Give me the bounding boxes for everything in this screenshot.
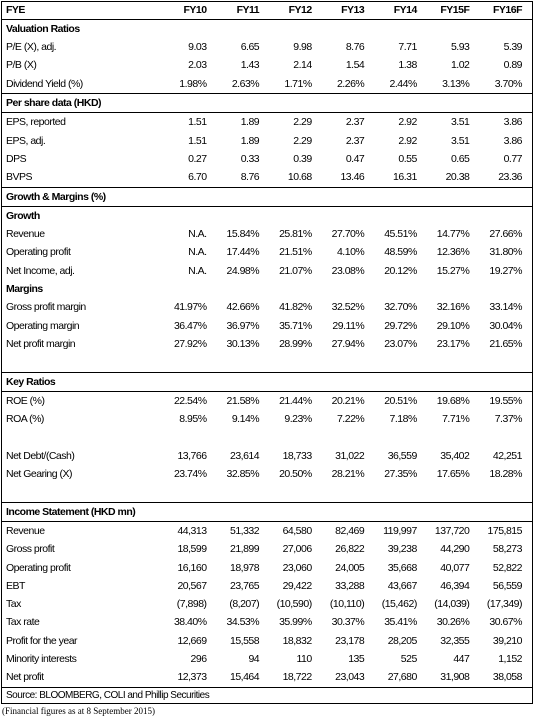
value-cell: 2.29 [293, 116, 312, 129]
table-row [2, 522, 532, 541]
value-cell: 7.37% [494, 413, 522, 426]
value-cell: 24,005 [335, 561, 365, 574]
value-cell: 15.84% [226, 228, 260, 241]
table-row [2, 75, 532, 94]
table-row [2, 113, 532, 132]
value-cell: 64,580 [282, 524, 312, 537]
table-row [2, 650, 532, 668]
value-cell: 2.29 [293, 134, 312, 147]
value-cell: (14,039) [434, 598, 470, 611]
value-cell: 28.21% [331, 468, 365, 481]
value-cell: 2.92 [398, 134, 417, 147]
value-cell: 23.36 [498, 171, 522, 184]
value-cell: 31.80% [489, 246, 522, 259]
value-cell: 32.85% [226, 468, 260, 481]
value-cell: 16,160 [177, 561, 207, 574]
value-cell: 18,978 [230, 561, 260, 574]
section-title-row [2, 20, 532, 39]
value-cell: 0.89 [503, 59, 522, 72]
row-label: Profit for the year [6, 634, 78, 647]
row-label: DPS [6, 152, 27, 165]
value-cell: 38.40% [173, 616, 207, 629]
value-cell: 27.66% [489, 228, 522, 241]
value-cell: 135 [348, 652, 365, 665]
value-cell: 31,022 [335, 449, 365, 462]
value-cell: 21.51% [279, 246, 312, 259]
row-label: Net Gearing (X) [6, 468, 73, 481]
table-row [2, 595, 532, 613]
table-row [2, 668, 532, 687]
value-cell: 0.65 [450, 152, 470, 165]
value-cell: 12,373 [177, 671, 207, 684]
value-cell: 29.11% [332, 319, 365, 332]
value-cell: 39,238 [387, 543, 417, 556]
footnote: (Financial figures as at 8 September 2015) [2, 706, 155, 716]
year-header: FY12 [269, 2, 322, 20]
value-cell: 34.53% [226, 616, 260, 629]
value-cell: 0.55 [398, 152, 417, 165]
value-cell: 1,152 [498, 652, 522, 665]
row-label: P/B (X) [6, 59, 37, 72]
value-cell: 23,178 [335, 634, 365, 647]
value-cell: 27.94% [331, 337, 365, 350]
subsection-row [2, 206, 532, 225]
value-cell: 23,765 [230, 579, 260, 592]
spacer-cell [2, 429, 532, 447]
table-row [2, 335, 532, 353]
spacer-cell [2, 353, 532, 372]
row-label: Operating margin [6, 319, 80, 332]
value-cell: 1.02 [450, 59, 470, 72]
value-cell: 14.77% [436, 228, 470, 241]
value-cell: 21,899 [230, 543, 260, 556]
header-label: FYE [2, 2, 164, 20]
value-cell: 20,567 [177, 579, 207, 592]
year-header: FY10 [164, 2, 217, 20]
value-cell: (17,349) [486, 598, 522, 611]
value-cell: 17.44% [226, 246, 260, 259]
value-cell: 30.37% [331, 616, 365, 629]
value-cell: 29.72% [384, 319, 417, 332]
row-label: Gross profit [6, 543, 55, 556]
value-cell: 7.22% [336, 413, 365, 426]
value-cell: 82,469 [335, 524, 365, 537]
value-cell: 22.54% [173, 394, 207, 407]
value-cell: 2.44% [389, 77, 417, 90]
value-cell: 30.04% [489, 319, 522, 332]
table-row [2, 132, 532, 150]
value-cell: 33.14% [489, 301, 522, 314]
value-cell: 42,251 [492, 449, 522, 462]
value-cell: 41.97% [173, 301, 207, 314]
row-label: Dividend Yield (%) [6, 77, 83, 90]
value-cell: 6.70 [188, 171, 207, 184]
subsection-row [2, 280, 532, 298]
data-table [2, 2, 532, 705]
year-header: FY11 [217, 2, 270, 20]
value-cell: 30.26% [436, 616, 470, 629]
value-cell: 7.71% [442, 413, 470, 426]
subsection-title: Margins [6, 283, 43, 296]
value-cell: 35,668 [387, 561, 417, 574]
row-label: Tax [6, 598, 21, 611]
value-cell: 9.03 [188, 41, 207, 54]
value-cell: 0.77 [503, 152, 522, 165]
value-cell: 9.23% [284, 413, 312, 426]
value-cell: 20.50% [279, 468, 312, 481]
value-cell: 8.76 [345, 41, 365, 54]
table-row [2, 410, 532, 428]
section-title: Growth & Margins (%) [2, 187, 532, 206]
spacer-row [2, 429, 532, 447]
row-label: BVPS [6, 171, 33, 184]
source-row [2, 687, 532, 705]
value-cell: 17.65% [436, 468, 470, 481]
value-cell: 32.16% [436, 301, 470, 314]
value-cell: 3.51 [450, 116, 470, 129]
value-cell: (15,462) [381, 598, 417, 611]
value-cell: 44,313 [177, 524, 207, 537]
header-row [2, 2, 532, 20]
value-cell: 25.81% [279, 228, 312, 241]
value-cell: 20.12% [384, 264, 417, 277]
section-title: Key Ratios [2, 372, 532, 391]
value-cell: 30.67% [489, 616, 522, 629]
value-cell: (10,590) [276, 598, 312, 611]
row-label: Net profit [6, 671, 44, 684]
value-cell: 23.17% [436, 337, 470, 350]
value-cell: 447 [453, 652, 470, 665]
value-cell: 1.54 [345, 59, 365, 72]
value-cell: 1.38 [398, 59, 417, 72]
value-cell: 0.47 [345, 152, 365, 165]
value-cell: 12,669 [177, 634, 207, 647]
value-cell: 7.18% [389, 413, 417, 426]
value-cell: 3.86 [503, 134, 522, 147]
value-cell: 21.07% [279, 264, 312, 277]
value-cell: 39,210 [492, 634, 522, 647]
value-cell: 3.13% [442, 77, 470, 90]
value-cell: 27,006 [282, 543, 312, 556]
value-cell: 23.08% [331, 264, 365, 277]
value-cell: 9.98 [293, 41, 312, 54]
row-label: P/E (X), adj. [6, 41, 57, 54]
value-cell: 56,559 [492, 579, 522, 592]
value-cell: 38,058 [492, 671, 522, 684]
table-row [2, 317, 532, 335]
value-cell: 6.65 [240, 41, 260, 54]
value-cell: 119,997 [383, 524, 417, 537]
value-cell: 2.63% [231, 77, 260, 90]
table-row [2, 614, 532, 632]
value-cell: 5.93 [450, 41, 470, 54]
value-cell: 45.51% [384, 228, 417, 241]
row-label: Operating profit [6, 246, 71, 259]
table-row [2, 244, 532, 262]
value-cell: 21.65% [489, 337, 522, 350]
row-label: EPS, adj. [6, 134, 46, 147]
value-cell: 8.95% [179, 413, 207, 426]
value-cell: 48.59% [384, 246, 417, 259]
value-cell: 8.76 [240, 171, 260, 184]
value-cell: 15,464 [230, 671, 260, 684]
value-cell: 27.35% [384, 468, 417, 481]
value-cell: 2.92 [398, 116, 417, 129]
row-label: EPS, reported [6, 116, 66, 129]
table-row [2, 168, 532, 187]
financial-summary-table [1, 1, 533, 704]
value-cell: N.A. [188, 228, 207, 241]
value-cell: 2.14 [293, 59, 312, 72]
value-cell: 13,766 [177, 449, 207, 462]
value-cell: 18,832 [282, 634, 312, 647]
value-cell: 296 [190, 652, 207, 665]
value-cell: 16.31 [393, 171, 417, 184]
value-cell: 1.89 [240, 116, 260, 129]
value-cell: 23,060 [282, 561, 312, 574]
value-cell: 18.28% [489, 468, 522, 481]
value-cell: 0.33 [240, 152, 260, 165]
value-cell: 1.51 [188, 116, 207, 129]
value-cell: 13.46 [340, 171, 365, 184]
value-cell: 1.43 [240, 59, 260, 72]
row-label: Net profit margin [6, 337, 76, 350]
table-row [2, 391, 532, 410]
value-cell: 12.36% [436, 246, 470, 259]
value-cell: 46,394 [440, 579, 470, 592]
value-cell: 525 [400, 652, 417, 665]
value-cell: 35.41% [384, 616, 417, 629]
value-cell: 19.55% [489, 394, 522, 407]
table-row [2, 632, 532, 650]
row-label: Net Income, adj. [6, 264, 75, 277]
table-row [2, 38, 532, 56]
table-row [2, 262, 532, 280]
table-row [2, 225, 532, 243]
value-cell: 36.47% [173, 319, 207, 332]
value-cell: 23,614 [230, 449, 260, 462]
value-cell: 3.70% [494, 77, 522, 90]
value-cell: 21.58% [226, 394, 260, 407]
value-cell: 24.98% [226, 264, 260, 277]
value-cell: 30.13% [226, 337, 260, 350]
value-cell: 35.99% [279, 616, 312, 629]
value-cell: 18,599 [177, 543, 207, 556]
value-cell: N.A. [188, 246, 207, 259]
value-cell: 19.68% [436, 394, 470, 407]
value-cell: (7,898) [176, 598, 207, 611]
value-cell: 9.14% [231, 413, 260, 426]
value-cell: 23.07% [384, 337, 417, 350]
value-cell: 32,355 [440, 634, 470, 647]
value-cell: 36.97% [226, 319, 260, 332]
section-title-row [2, 502, 532, 521]
value-cell: 20.21% [331, 394, 365, 407]
value-cell: 1.98% [179, 77, 207, 90]
table-row [2, 577, 532, 595]
value-cell: 51,332 [230, 524, 260, 537]
value-cell: 19.27% [489, 264, 522, 277]
value-cell: (8,207) [229, 598, 260, 611]
row-label: Revenue [6, 524, 45, 537]
value-cell: 0.27 [188, 152, 207, 165]
value-cell: 36,559 [387, 449, 417, 462]
value-cell: 10.68 [287, 171, 312, 184]
value-cell: 3.86 [503, 116, 522, 129]
value-cell: 27.70% [331, 228, 365, 241]
value-cell: 23,043 [335, 671, 365, 684]
value-cell: 26,822 [335, 543, 365, 556]
value-cell: 1.89 [240, 134, 260, 147]
value-cell: 7.71 [398, 41, 417, 54]
row-label: Tax rate [6, 616, 40, 629]
value-cell: 27,680 [387, 671, 417, 684]
section-title: Income Statement (HKD mn) [2, 502, 532, 521]
value-cell: 35,402 [440, 449, 470, 462]
value-cell: 3.51 [450, 134, 470, 147]
value-cell: 2.37 [345, 116, 365, 129]
row-label: Gross profit margin [6, 301, 86, 314]
spacer-row [2, 483, 532, 502]
table-row [2, 540, 532, 558]
value-cell: 28,205 [387, 634, 417, 647]
value-cell: 2.26% [336, 77, 365, 90]
value-cell: 2.03 [188, 59, 207, 72]
value-cell: 41.82% [279, 301, 312, 314]
value-cell: 27.92% [173, 337, 207, 350]
row-label: ROE (%) [6, 394, 45, 407]
value-cell: 29.10% [436, 319, 470, 332]
value-cell: 58,273 [492, 543, 522, 556]
source-note: Source: BLOOMBERG, COLI and Phillip Securities [2, 687, 532, 705]
section-title-row [2, 372, 532, 391]
section-title-row [2, 187, 532, 206]
row-label: ROA (%) [6, 413, 44, 426]
value-cell: 29,422 [282, 579, 312, 592]
year-header: FY15F [427, 2, 480, 20]
value-cell: 18,722 [282, 671, 312, 684]
value-cell: 175,815 [487, 524, 522, 537]
value-cell: 42.66% [226, 301, 260, 314]
value-cell: 1.71% [284, 77, 312, 90]
row-label: Minority interests [6, 652, 77, 665]
section-title-row [2, 94, 532, 113]
value-cell: 137,720 [434, 524, 470, 537]
year-header: FY16F [479, 2, 532, 20]
value-cell: 35.71% [279, 319, 312, 332]
value-cell: 15,558 [230, 634, 260, 647]
row-label: Revenue [6, 228, 45, 241]
value-cell: 2.37 [345, 134, 365, 147]
value-cell: 32.52% [331, 301, 365, 314]
value-cell: 44,290 [440, 543, 470, 556]
value-cell: 20.38 [445, 171, 470, 184]
year-header: FY13 [322, 2, 375, 20]
row-label: Operating profit [6, 561, 71, 574]
value-cell: 33,288 [335, 579, 365, 592]
spacer-row [2, 353, 532, 372]
subsection-title: Growth [6, 209, 40, 222]
value-cell: 43,667 [387, 579, 417, 592]
value-cell: 32.70% [384, 301, 417, 314]
value-cell: 1.51 [188, 134, 207, 147]
value-cell: 21.44% [279, 394, 312, 407]
table-row [2, 150, 532, 168]
row-label: Net Debt/(Cash) [6, 449, 75, 462]
value-cell: 28.99% [279, 337, 312, 350]
table-row [2, 298, 532, 316]
value-cell: 40,077 [440, 561, 470, 574]
value-cell: 94 [248, 652, 260, 665]
value-cell: 23.74% [173, 468, 207, 481]
year-header: FY14 [374, 2, 427, 20]
value-cell: 0.39 [293, 152, 312, 165]
value-cell: 31,908 [440, 671, 470, 684]
value-cell: 52,822 [492, 561, 522, 574]
row-label: EBT [6, 579, 25, 592]
table-row [2, 559, 532, 577]
table-row [2, 447, 532, 465]
value-cell: N.A. [188, 264, 207, 277]
table-row [2, 465, 532, 483]
value-cell: 4.10% [336, 246, 365, 259]
value-cell: 110 [296, 652, 312, 665]
value-cell: 5.39 [503, 41, 522, 54]
value-cell: 20.51% [384, 394, 417, 407]
spacer-cell [2, 483, 532, 502]
section-title: Valuation Ratios [2, 20, 532, 39]
section-title: Per share data (HKD) [2, 94, 532, 113]
value-cell: (10,110) [329, 598, 365, 611]
value-cell: 15.27% [436, 264, 470, 277]
value-cell: 18,733 [282, 449, 312, 462]
table-row [2, 57, 532, 75]
